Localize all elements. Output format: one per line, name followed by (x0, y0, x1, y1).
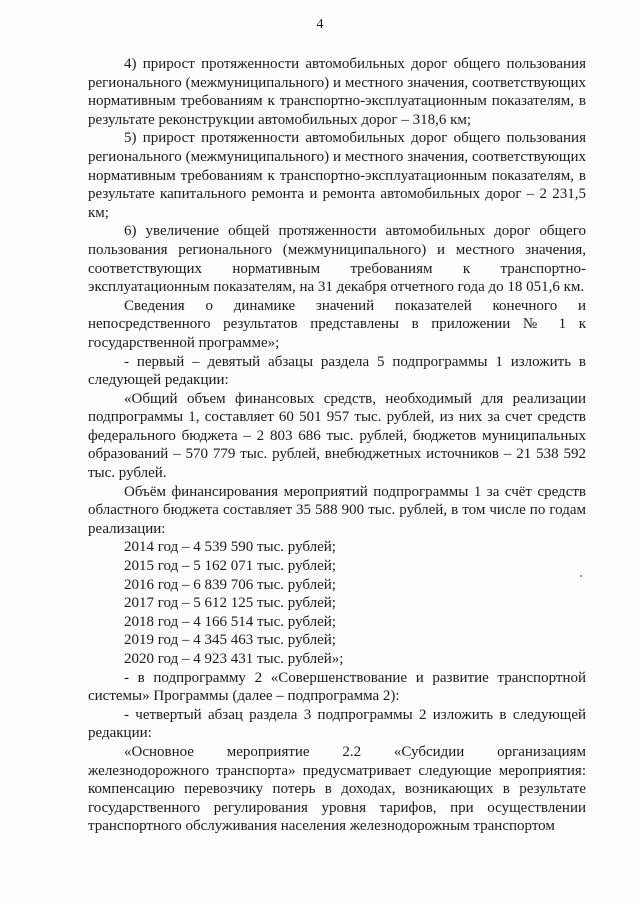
page-number: 4 (316, 17, 324, 32)
paragraph-amendment-section3: - четвертый абзац раздела 3 подпрограммы 2 изложить в следующей редакции: (88, 706, 586, 742)
paragraph-indicator-info: Сведения о динамике значений показателей конечного и непосредственного результатов представлены в приложении № 1 к государственной программе»; (88, 297, 586, 351)
paragraph-regional-budget: Объём финансирования мероприятий подпрограммы 1 за счёт средств областного бюджета составляет 35 588 900 тыс. рублей, в том числе по годам реализации: (88, 483, 586, 537)
paragraph-indicator-5: 5) прирост протяженности автомобильных дорог общего пользования регионального (межмуниципального) и местного значения, соответствующих нормативным требованиям к транспортно-эксплуатационным показателям, в результате капитального ремонта и ремонта автомобильных дорог – 2 231,5 км; (88, 130, 586, 221)
paragraph-main-activity: «Основное мероприятие 2.2 «Субсидии организациям железнодорожного транспорта» предусматривает следующие мероприятия: компенсацию перевозчику потерь в доходах, возникающих в результате государственного регулирования уровня тарифов, при осуществлении транспортного обслуживания населения железнодорожным транспортом (88, 743, 586, 835)
year-item: 2018 год – 4 166 514 тыс. рублей; (124, 613, 336, 630)
document-body (88, 55, 586, 836)
year-item: 2020 год – 4 923 431 тыс. рублей»; (124, 651, 344, 667)
year-item: 2014 год – 4 539 590 тыс. рублей; (124, 539, 336, 556)
paragraph-indicator-6: 6) увеличение общей протяженности автомобильных дорог общего пользования регионального (межмуниципального) и местного значения, соответствующих нормативным требованиям к транспортно-эксплуатационным показателям, на 31 декабря отчетного года до 18 051,6 км. (88, 223, 586, 296)
year-item: 2015 год – 5 162 071 тыс. рублей; (124, 558, 336, 575)
year-item: 2017 год – 5 612 125 тыс. рублей; (124, 595, 336, 612)
scan-speck (580, 575, 582, 577)
year-item: 2019 год – 4 345 463 тыс. рублей; (124, 632, 336, 649)
paragraph-subprogram-2: - в подпрограмму 2 «Совершенствование и развитие транспортной системы» Программы (далее – подпрограмма 2): (88, 669, 586, 705)
paragraph-total-financing: «Общий объем финансовых средств, необходимый для реализации подпрограммы 1, составляет 60 501 957 тыс. рублей, из них за счет средств федерального бюджета – 2 803 686 тыс. рублей, бюджетов муниципальных образований – 570 779 тыс. рублей, внебюджетных источников – 21 538 592 тыс. рублей. (88, 390, 586, 482)
year-item: 2016 год – 6 839 706 тыс. рублей; (124, 576, 336, 593)
paragraph-indicator-4: 4) прирост протяженности автомобильных дорог общего пользования регионального (межмуниципального) и местного значения, соответствующих нормативным требованиям к транспортно-эксплуатационным показателям, в результате реконструкции автомобильных дорог – 318,6 км; (88, 56, 586, 128)
yearly-financing-list (88, 538, 586, 668)
paragraph-amendment-section5: - первый – девятый абзацы раздела 5 подпрограммы 1 изложить в следующей редакции: (88, 353, 586, 389)
